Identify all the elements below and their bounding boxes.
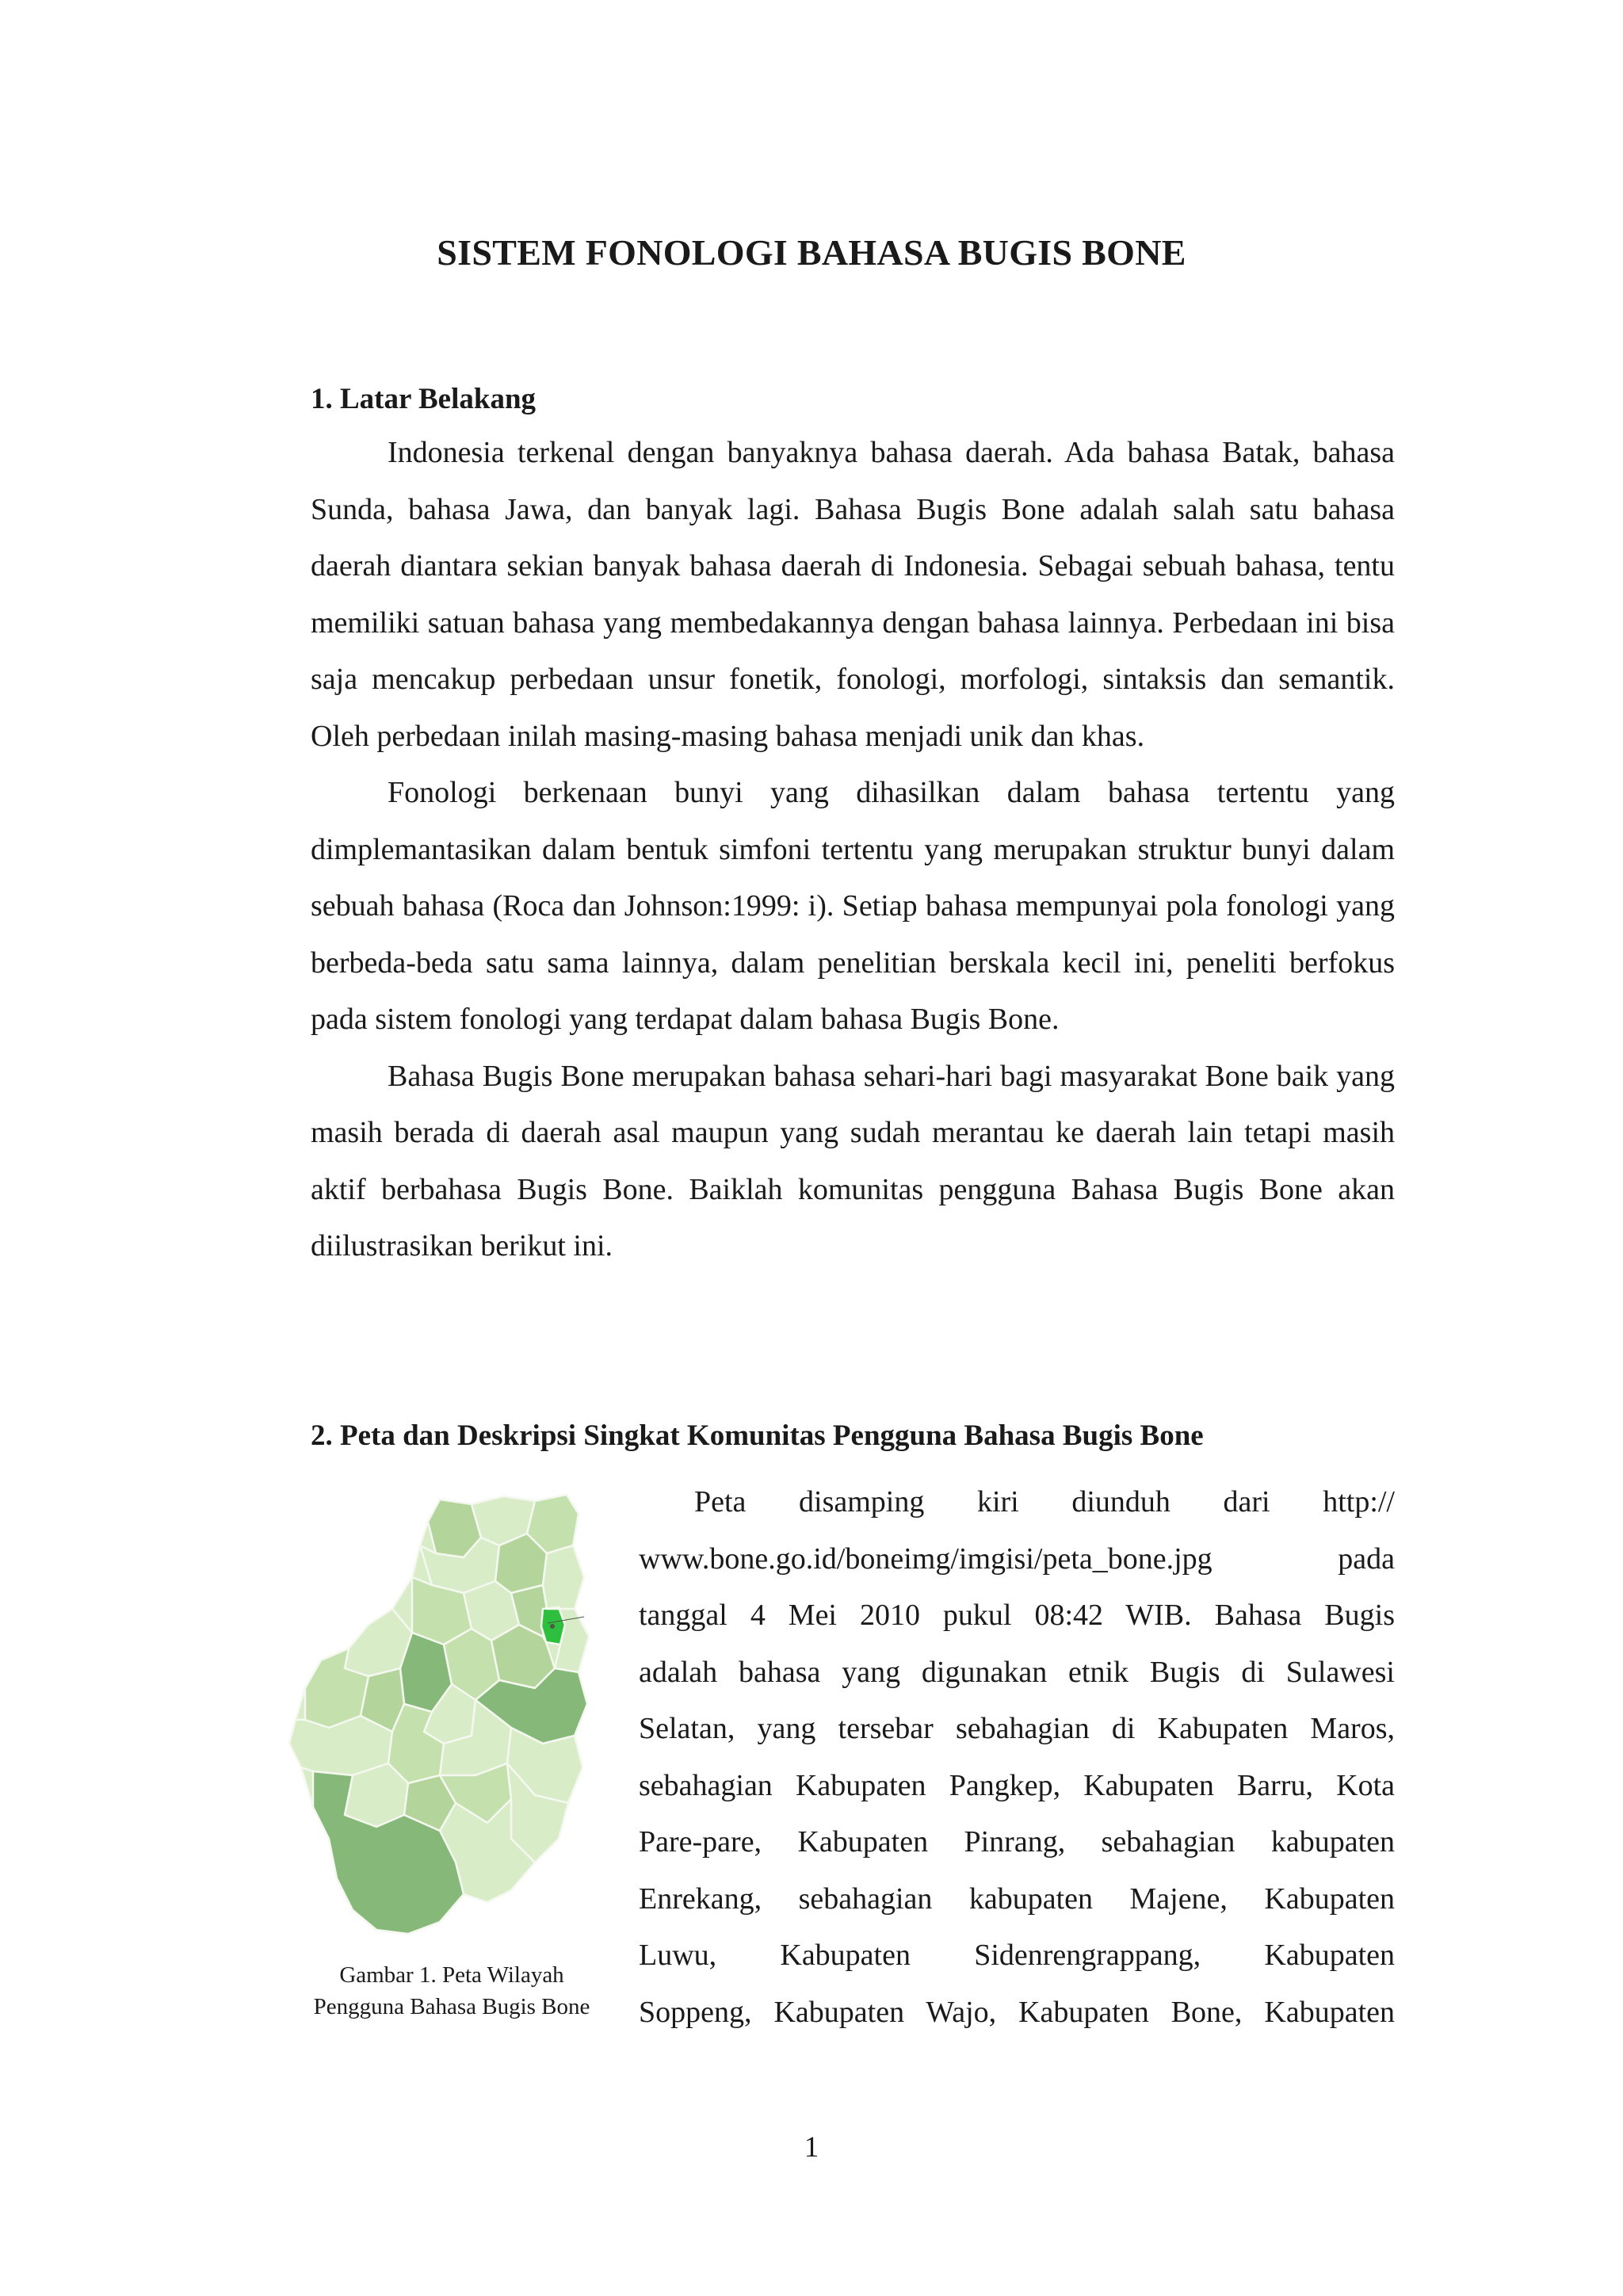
page-title: SISTEM FONOLOGI BAHASA BUGIS BONE bbox=[437, 232, 1186, 273]
paragraph-1: Indonesia terkenal dengan banyaknya bahasa daerah. Ada bahasa Batak, bahasa Sunda, bahasa Jawa, dan banyak lagi. Bahasa Bugis Bone adalah salah satu bahasa daerah diantara sekian banyak bahasa daerah di Indonesia. Sebagai sebuah bahasa, tentu memiliki satuan bahasa yang membedakannya dengan bahasa lainnya. Perbedaan ini bisa saja mencakup perbedaan unsur fonetik, fonologi, morfologi, sintaksis dan semantik. Oleh perbedaan inilah masing-masing bahasa menjadi unik dan khas. bbox=[311, 436, 1395, 753]
side-text-line-5: Selatan, yang tersebar sebahagian di Kabupaten Maros, bbox=[639, 1712, 1395, 1745]
side-text-line-2: www.bone.go.id/boneimg/imgisi/peta_bone.jpg pada bbox=[639, 1541, 1395, 1576]
side-text-line-1: Peta disamping kiri diunduh dari http:// bbox=[694, 1485, 1395, 1519]
side-text-line-10: Soppeng, Kabupaten Wajo, Kabupaten Bone, Kabupaten bbox=[639, 1995, 1395, 2029]
page-number: 1 bbox=[804, 2131, 819, 2164]
map-region-east-1 bbox=[543, 1545, 584, 1609]
side-text-line-7: Pare-pare, Kabupaten Pinrang, sebahagian kabupaten bbox=[639, 1825, 1395, 1859]
side-text-line-8: Enrekang, sebahagian kabupaten Majene, Kabupaten bbox=[639, 1881, 1395, 1916]
bone-region-map-image bbox=[273, 1490, 606, 1942]
section-heading-peta: 2. Peta dan Deskripsi Singkat Komunitas Pengguna Bahasa Bugis Bone bbox=[311, 1419, 1204, 1452]
section-heading-latar-belakang: 1. Latar Belakang bbox=[311, 383, 537, 415]
map-caption-line1: Gambar 1. Peta Wilayah bbox=[339, 1962, 564, 1988]
section2-side-text bbox=[639, 1474, 1395, 2041]
side-text-line-6: sebahagian Kabupaten Pangkep, Kabupaten Barru, Kota bbox=[639, 1768, 1395, 1802]
map-caption-line2: Pengguna Bahasa Bugis Bone bbox=[313, 1994, 590, 2019]
side-text-line-9: Luwu, Kabupaten Sidenrengrappang, Kabupaten bbox=[639, 1939, 1395, 1972]
section1-body bbox=[311, 425, 1395, 1275]
paragraph-3: Bahasa Bugis Bone merupakan bahasa sehari-hari bagi masyarakat Bone baik yang masih berada di daerah asal maupun yang sudah merantau ke daerah lain tetapi masih aktif berbahasa Bugis Bone. Baiklah komunitas pengguna Bahasa Bugis Bone akan diilustrasikan berikut ini. bbox=[311, 1059, 1395, 1263]
map-caption bbox=[285, 1959, 618, 2023]
paragraph-2: Fonologi berkenaan bunyi yang dihasilkan dalam bahasa tertentu yang dimplemantasikan dalam bentuk simfoni tertentu yang merupakan struktur bunyi dalam sebuah bahasa (Roca dan Johnson:1999: i). Setiap bahasa mempunyai pola fonologi yang berbeda-beda satu sama lainnya, dalam penelitian berskala kecil ini, peneliti berfokus pada sistem fonologi yang terdapat dalam bahasa Bugis Bone. bbox=[311, 776, 1395, 1036]
side-text-line-3: tanggal 4 Mei 2010 pukul 08:42 WIB. Bahasa Bugis bbox=[639, 1599, 1395, 1632]
side-text-line-4: adalah bahasa yang digunakan etnik Bugis di Sulawesi bbox=[639, 1655, 1395, 1689]
map-figure bbox=[273, 1490, 606, 1942]
